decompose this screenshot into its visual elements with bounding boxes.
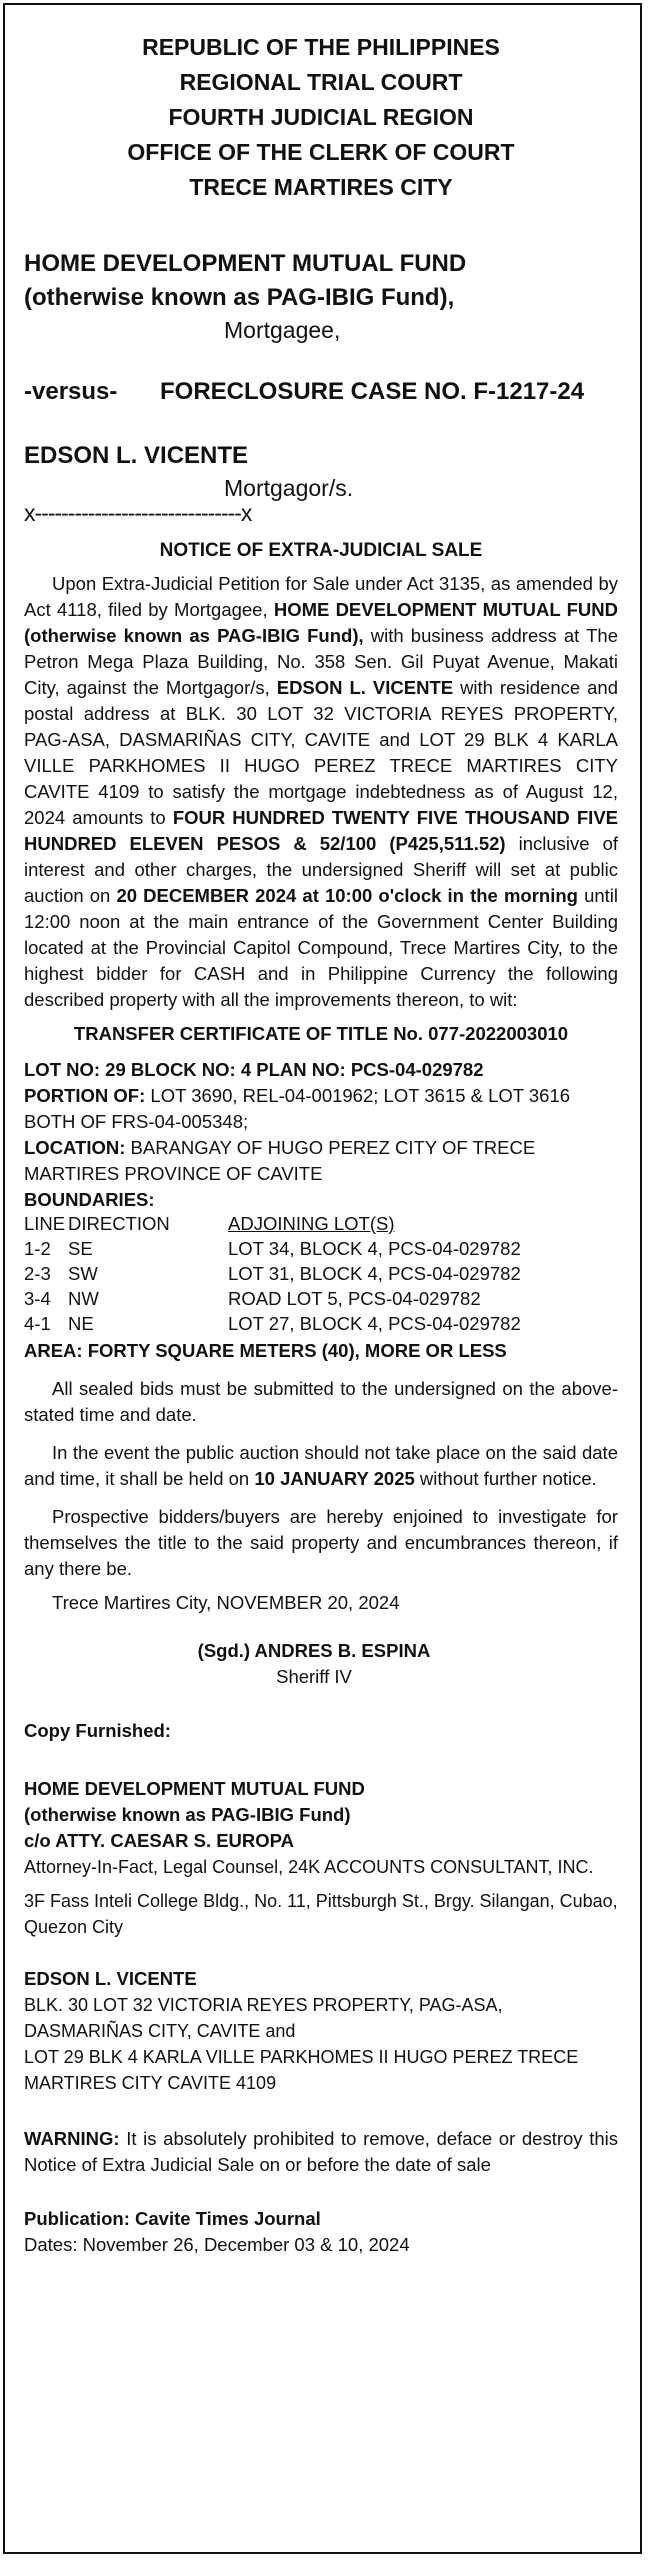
header-line: REGIONAL TRIAL COURT <box>179 69 463 95</box>
portion-label: PORTION OF: <box>24 1085 146 1106</box>
table-row <box>24 1238 521 1263</box>
table-cell: NW <box>68 1288 99 1309</box>
table-header-row <box>24 1213 521 1238</box>
warning-text: It is absolutely prohibited to remove, deface or destroy this Notice of Extra Judicial Sale on or before the date of sale <box>24 2128 618 2175</box>
portion-value: LOT 3690, REL-04-001962; LOT 3615 & LOT 3616 BOTH OF FRS-04-005348; <box>24 1085 571 1132</box>
cf-name: HOME DEVELOPMENT MUTUAL FUND <box>24 1778 365 1799</box>
table-cell: 1-2 <box>24 1238 51 1259</box>
cf-counsel: c/o ATTY. CAESAR S. EUROPA <box>24 1830 294 1851</box>
table-cell: SW <box>68 1263 98 1284</box>
boundaries-label: BOUNDARIES: <box>24 1189 155 1210</box>
cf-role: Attorney-In-Fact, Legal Counsel, 24K ACCOUNTS CONSULTANT, INC. <box>24 1857 594 1877</box>
caption-separator: x-------------------------------x <box>24 500 252 526</box>
portion-of <box>24 1083 618 1135</box>
cf-address: BLK. 30 LOT 32 VICTORIA REYES PROPERTY, PAG-ASA, DASMARIÑAS CITY, CAVITE and <box>24 1995 503 2041</box>
table-cell: ROAD LOT 5, PCS-04-029782 <box>228 1288 481 1309</box>
alternate-date: 10 JANUARY 2025 <box>254 1468 415 1489</box>
postponement-paragraph <box>24 1440 618 1492</box>
signature-block <box>24 1638 484 1690</box>
body-text: Upon Extra-Judicial Petition for Sale under Act 3135, as amended by Act 4118, filed by Mortgagee, <box>24 573 618 620</box>
mortgagor-block <box>24 439 618 526</box>
table-cell: 3-4 <box>24 1288 51 1309</box>
location <box>24 1135 618 1187</box>
boundaries-table <box>24 1213 521 1338</box>
sheriff-title: Sheriff IV <box>276 1666 352 1687</box>
body-text: with business address at The Petron Mega Plaza Building, No. 358 Sen. Gil Puyat Avenue, Makati City, against the Mortgagor/s, <box>24 625 618 698</box>
location-label: LOCATION: <box>24 1137 126 1158</box>
mortgagee-role: Mortgagee, <box>224 317 341 343</box>
place-date: Trece Martires City, NOVEMBER 20, 2024 <box>52 1592 400 1613</box>
body-text: with residence and postal address at BLK. 30 LOT 32 VICTORIA REYES PROPERTY, PAG-ASA, DASMARIÑAS CITY, CAVITE and LOT 29 BLK 4 KARLA VILLE PARKHOMES II HUGO PEREZ TRECE MARTIRES CITY CAVITE 4109 to satisfy the mortgage indebtedness as of August 12, 2024 amounts to <box>24 677 618 828</box>
property-description <box>24 1057 618 1364</box>
mortgagee-name: HOME DEVELOPMENT MUTUAL FUND <box>24 250 467 277</box>
table-cell: LOT 34, BLOCK 4, PCS-04-029782 <box>228 1238 521 1259</box>
header-line: FOURTH JUDICIAL REGION <box>168 104 474 130</box>
sheriff-name: (Sgd.) ANDRES B. ESPINA <box>197 1640 431 1661</box>
publication-block <box>24 2206 618 2258</box>
column-header: LINE <box>24 1213 66 1234</box>
body-text: inclusive of interest and other charges, the undersigned Sheriff will set at public auction on <box>24 833 619 906</box>
copy-furnished-label: Copy Furnished: <box>24 1720 171 1741</box>
warning-paragraph <box>24 2126 618 2178</box>
table-cell: SE <box>68 1238 93 1259</box>
cf-aka: (otherwise known as PAG-IBIG Fund) <box>24 1804 351 1825</box>
body-text: In the event the public auction should not take place on the said date and time, it shall be held on <box>24 1442 618 1489</box>
body-amount: FOUR HUNDRED TWENTY FIVE THOUSAND FIVE HUNDRED ELEVEN PESOS & 52/100 (P425,511.52) <box>24 807 618 854</box>
table-row <box>24 1313 521 1338</box>
column-header: ADJOINING LOT(S) <box>228 1213 395 1234</box>
mortgagee-block <box>24 247 618 345</box>
body-text: until 12:00 noon at the main entrance of the Government Center Building located at the Provincial Capitol Compound, Trece Martires City, to the highest bidder for CASH and in Philippine Currency the following described property with all the improvements thereon, to wit: <box>24 885 619 1010</box>
body-auction-date: 20 DECEMBER 2024 at 10:00 o'clock in the morning <box>116 885 578 906</box>
cf-address: 3F Fass Inteli College Bldg., No. 11, Pittsburgh St., Brgy. Silangan, Cubao, Quezon City <box>24 1891 618 1937</box>
table-cell: LOT 31, BLOCK 4, PCS-04-029782 <box>228 1263 521 1284</box>
header-line: TRECE MARTIRES CITY <box>189 174 453 200</box>
table-row <box>24 1263 521 1288</box>
area: AREA: FORTY SQUARE METERS (40), MORE OR LESS <box>24 1340 507 1361</box>
body-mortgagor: EDSON L. VICENTE <box>276 677 454 698</box>
mortgagor-role: Mortgagor/s. <box>224 475 354 501</box>
tct-number: TRANSFER CERTIFICATE OF TITLE No. 077-2022003010 <box>73 1023 569 1044</box>
location-value: BARANGAY OF HUGO PEREZ CITY OF TRECE MARTIRES PROVINCE OF CAVITE <box>24 1137 536 1184</box>
publication-dates: Dates: November 26, December 03 & 10, 2024 <box>24 2234 410 2255</box>
column-header: DIRECTION <box>68 1213 170 1234</box>
notice-body-paragraph <box>24 571 618 1013</box>
table-cell: NE <box>68 1313 94 1334</box>
publication-name: Publication: Cavite Times Journal <box>24 2208 321 2229</box>
body-mortgagee: HOME DEVELOPMENT MUTUAL FUND (otherwise known as PAG-IBIG Fund), <box>24 599 618 646</box>
notice-content <box>24 30 618 2258</box>
mortgagor-name: EDSON L. VICENTE <box>24 442 249 469</box>
table-cell: 4-1 <box>24 1313 51 1334</box>
table-cell: LOT 27, BLOCK 4, PCS-04-029782 <box>228 1313 521 1334</box>
sealed-bids-paragraph: All sealed bids must be submitted to the undersigned on the above-stated time and date. <box>24 1378 618 1425</box>
versus-label: -versus- <box>24 378 118 405</box>
table-cell: 2-3 <box>24 1263 51 1284</box>
case-number: FORECLOSURE CASE NO. F-1217-24 <box>160 378 585 405</box>
notice-title: NOTICE OF EXTRA-JUDICIAL SALE <box>159 540 483 561</box>
table-row <box>24 1288 521 1313</box>
lot-block-plan: LOT NO: 29 BLOCK NO: 4 PLAN NO: PCS-04-029782 <box>24 1059 484 1080</box>
warning-label: WARNING: <box>24 2128 120 2149</box>
header-line: REPUBLIC OF THE PHILIPPINES <box>142 34 500 60</box>
court-header <box>24 30 618 205</box>
header-line: OFFICE OF THE CLERK OF COURT <box>127 139 515 165</box>
mortgagee-aka: (otherwise known as PAG-IBIG Fund), <box>24 284 455 311</box>
cf-address: LOT 29 BLK 4 KARLA VILLE PARKHOMES II HUGO PEREZ TRECE MARTIRES CITY CAVITE 4109 <box>24 2047 579 2093</box>
cf-name: EDSON L. VICENTE <box>24 1968 197 1989</box>
body-text: without further notice. <box>414 1468 597 1489</box>
case-line <box>24 375 618 409</box>
copy-furnished-mortgagee <box>24 1776 618 1940</box>
copy-furnished-mortgagor <box>24 1966 618 2096</box>
bidders-paragraph: Prospective bidders/buyers are hereby enjoined to investigate for themselves the title to the said property and encumbrances thereon, if any there be. <box>24 1506 618 1579</box>
